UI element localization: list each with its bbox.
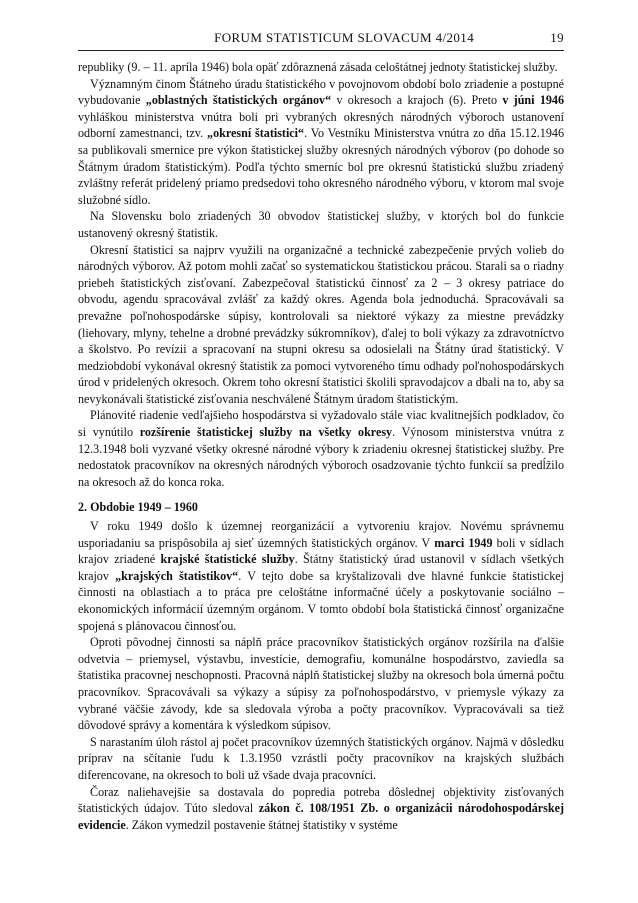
text-run: Okresní štatistici sa najprv využili na organizačné a technické zabezpečenie prvých volieb do národných výborov. Až potom mohli začať so systematickou štatistickou prácou. Starali sa o riadny priebeh štatistických zisťovaní. Zabezpečoval štatistickú činnosť za 2 – 3 okresy patriace do obvodu, agendu spracovával zvlášť za každý okres. Agenda bola jednoduchá. Spracovávali sa prevažne poľnohospodárske súpisy, kontrolovali sa niektoré výkazy za miestne prevádzky (liehovary, mlyny, tehelne a drobné prevádzky súkromníkov), ďalej to boli výkazy za zdravotníctvo a školstvo. Po revízii a spracovaní na stupni okresu sa odosielali na Štátny úrad štatistický. V medziobdobí vykonával okresný štatistik za pomoci vytvoreného tímu odhady poľnohospodárskych úrod v pridelených okresoch. Okrem toho okresní štatistici školili spravodajcov a dbali na to, aby sa nevykonávali štatistické zisťovania neschválené Štátnym úradom štatistickým. [78,242,564,406]
body-paragraph [78,407,564,490]
text-run: V roku 1949 došlo k územnej reorganizácií a vytvoreniu krajov. Novému správnemu usporiadaniu sa prispôsobila aj sieť územných štatistických orgánov. V [78,519,564,550]
text-run: Významným činom Štátneho úradu štatistického v povojnovom období bolo zriadenie a postupné vybudovanie [78,76,564,108]
bold-text: „okresní štatistici“ [207,126,305,141]
text-run: boli v sídlach krajov zriadené [78,535,564,567]
article-body [78,59,564,833]
bold-text: krajské štatistické služby [160,552,295,567]
body-paragraph [78,242,564,408]
bold-text: 2. Obdobie 1949 – 1960 [78,500,198,515]
section-heading [78,499,564,516]
body-paragraph [78,734,564,784]
journal-title: FORUM STATISTICUM SLOVACUM 4/2014 [214,30,475,45]
text-run: Na Slovensku bolo zriadených 30 obvodov štatistickej služby, v ktorých bol do funkcie ustanovený okresný štatistik. [78,209,564,240]
text-run: . Výnosom ministerstva vnútra z 12.3.1948 boli vyzvané všetky okresné národné výbory k zriadeniu okresnej štatistickej služby. Pre nedostatok pracovníkov na okresných národných výboroch osadzovanie týchto funkcií sa predĺžilo na okresoch až do konca roka. [78,425,564,489]
body-paragraph [78,76,564,209]
page [78,30,564,833]
bold-text: rozšírenie štatistickej služby na všetky okresy [139,425,393,440]
body-paragraph [78,208,564,241]
body-paragraph [78,518,564,634]
text-run: vyhláškou ministerstva vnútra boli pri vybraných okresných národných výboroch ustanovení odborní zamestnanci, tzv. [78,109,564,141]
text-run: republiky (9. – 11. apríla 1946) bola opäť zdôraznená zásada celoštátnej jednoty štatistickej služby. [78,60,558,74]
running-header [78,30,564,51]
page-number: 19 [550,30,564,45]
bold-text: „krajských štatistikov“ [115,568,239,583]
body-paragraph [78,59,564,76]
text-run: . V tejto dobe sa kryštalizovali dve hlavné funkcie štatistickej činnosti na oblastiach a to práca pre celoštátne informačné účely a poskytovanie sociálno – ekonomických informácií územným orgánom. V tomto období bola štatistická činnosť organizačne spojená s plánovacou činnosťou. [78,568,564,633]
text-run: v okresoch a krajoch (6). Preto [331,93,503,108]
text-run: Plánovité riadenie vedľajšieho hospodárstva si vyžadovalo stále viac kvalitnejších podkladov, čo si vynútilo [78,408,564,440]
bold-text: „oblastných štatistických orgánov“ [145,93,332,108]
text-run: . Vo Vestníku Ministerstva vnútra zo dňa 15.12.1946 sa publikovali smernice pre výkon štatistickej služby okresných národných výborov (po dohode so Štátnym úradom štatistickým). Podľa týchto smerníc bol pre okresnú štatistickú službu zriadený zvláštny referát pridelený priamo predsedovi toho okresného národného výboru, v ktorom mal svoje služobné sídlo. [78,126,564,207]
text-run: S narastaním úloh rástol aj počet pracovníkov územných štatistických orgánov. Najmä v dôsledku príprav na sčítanie ľudu k 1.3.1950 vzrástli počty pracovníkov na krajských službách diferencovane, na okresoch to boli už všade dvaja pracovníci. [78,734,564,782]
text-run: . Štátny štatistický úrad ustanovil v sídlach všetkých krajov [78,552,564,583]
bold-text: v júni 1946 [502,93,565,108]
text-run: Čoraz naliehavejšie sa dostavala do popredia potreba dôslednej objektivity zisťovaných štatistických údajov. Túto sledoval [78,784,564,816]
bold-text: zákon č. 108/1951 Zb. o organizácii národohospodárskej evidencie [78,801,564,832]
text-run: . Zákon vymedzil postavenie štátnej štatistiky v systéme [125,817,398,832]
body-paragraph [78,634,564,734]
bold-text: marci 1949 [434,535,493,550]
body-paragraph [78,784,564,834]
text-run: Oproti pôvodnej činnosti sa náplň práce pracovníkov štatistických orgánov rozšírila na ďalšie odvetvia – priemysel, výstavbu, investície, demografiu, komunálne hospodárstvo, zaviedla sa štatistika pracovnej neschopnosti. Pracovná náplň štatistickej služby na okresoch bola úmerná počtu pracovníkov. Spracovávali sa výkazy a súpisy za poľnohospodárstvo, v priemysle výkazy za vybrané väčšie závody, kde sa sledovala výroba a počty pracovníkov. Vypracovávali sa tiež dôvodové správy a komentára k výsledkom súpisov. [78,635,564,733]
